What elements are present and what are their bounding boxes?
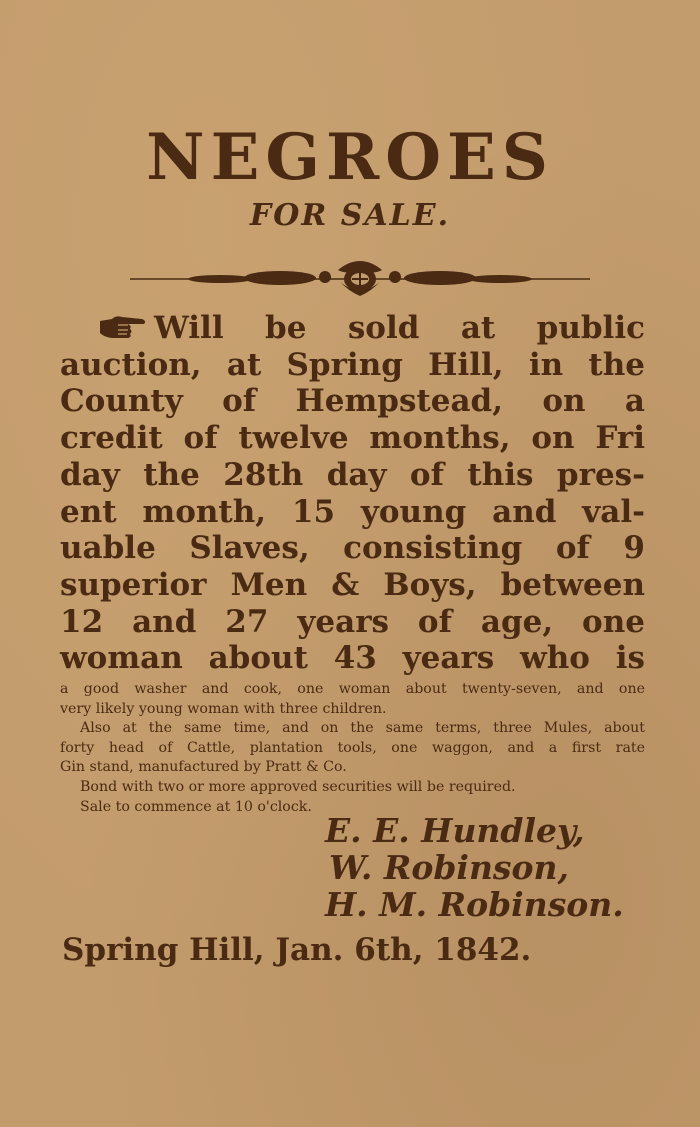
details-line: Also at the same time, and on the same terms, three Mules, about — [80, 720, 645, 737]
pointing-hand-icon — [98, 313, 148, 341]
lead-paragraph — [60, 310, 645, 677]
details-line: a good washer and cook, one woman about twenty-seven, and one — [60, 681, 645, 697]
poster-subtitle: FOR SALE. — [249, 198, 451, 233]
lead-line: woman about 43 years who is — [60, 640, 645, 677]
signature-line: W. Robinson, — [329, 848, 570, 887]
lead-line: County of Hempstead, on a — [60, 383, 645, 420]
signature-line: E. E. Hundley, — [325, 811, 585, 850]
dateline: Spring Hill, Jan. 6th, 1842. — [62, 932, 532, 968]
poster-title: NEGROES — [146, 120, 554, 195]
details-line: very likely young woman with three children. — [60, 700, 387, 717]
eagle-ornament-icon — [130, 252, 590, 304]
lead-line: ent month, 15 young and val- — [60, 493, 645, 530]
signatures — [325, 812, 655, 923]
lead-line: 12 and 27 years of age, one — [60, 603, 645, 640]
signature-line: H. M. Robinson. — [325, 885, 624, 924]
lead-line — [60, 310, 645, 347]
details-line: Sale to commence at 10 o'clock. — [80, 798, 312, 815]
lead-line: day the 28th day of this pres- — [60, 456, 645, 493]
details-paragraph — [60, 680, 645, 817]
lead-line-text: Will be sold at public — [154, 310, 645, 346]
lead-line: superior Men & Boys, between — [60, 566, 645, 603]
details-line: Bond with two or more approved securities will be required. — [80, 778, 516, 795]
lead-line: uable Slaves, consisting of 9 — [60, 530, 645, 567]
lead-line: auction, at Spring Hill, in the — [60, 346, 645, 383]
details-line: Gin stand, manufactured by Pratt & Co. — [60, 759, 347, 776]
details-line: forty head of Cattle, plantation tools, one waggon, and a first rate — [60, 739, 645, 756]
lead-line: credit of twelve months, on Fri — [60, 420, 645, 457]
